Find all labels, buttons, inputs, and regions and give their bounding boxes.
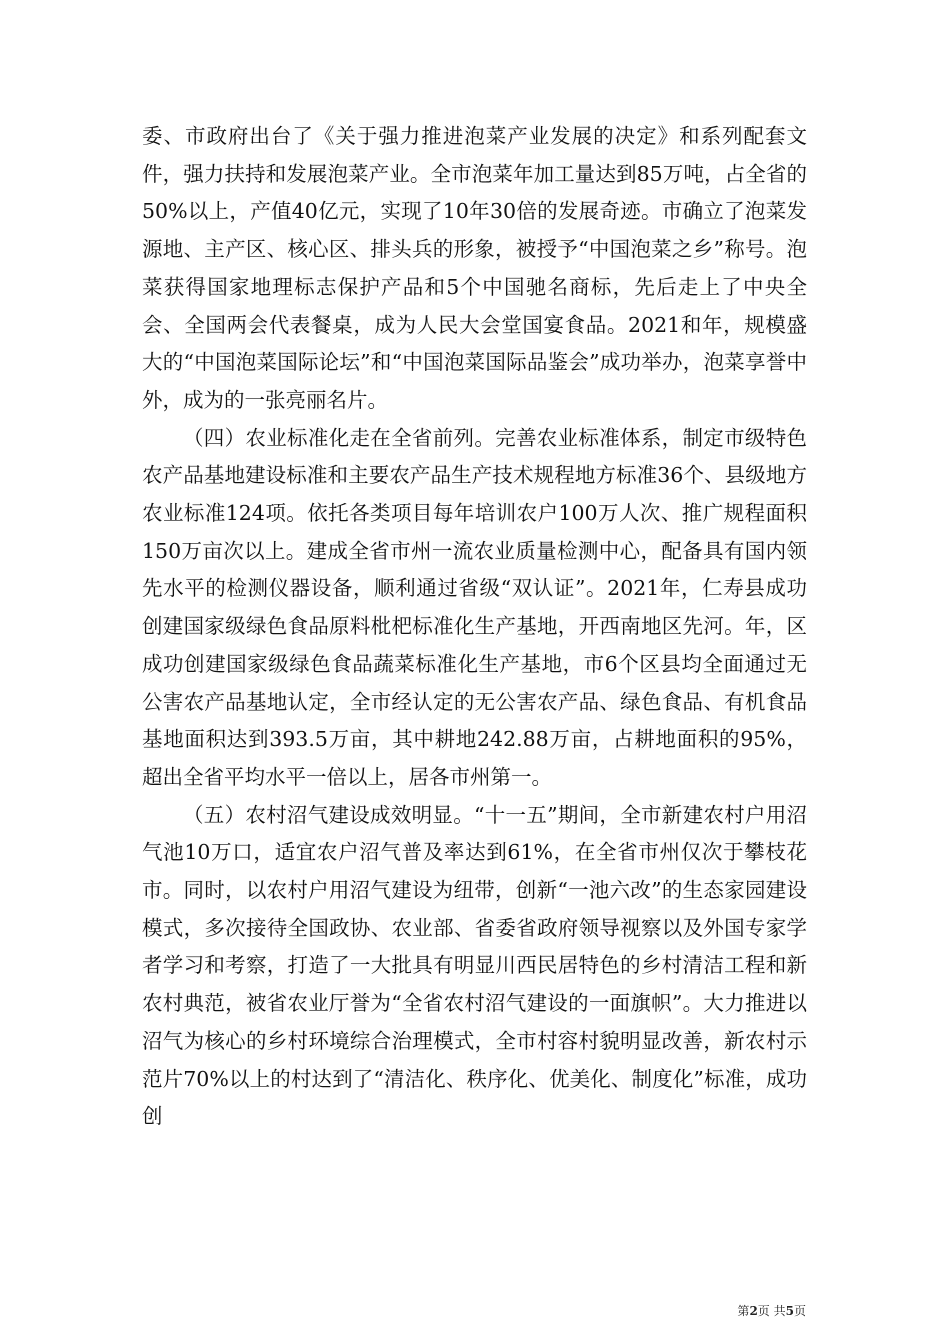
page-footer xyxy=(737,1302,806,1319)
total-page-number: 5 xyxy=(785,1304,794,1318)
paragraph-section-5: （五）农村沼气建设成效明显。“十一五”期间，全市新建农村户用沼气池10万口，适宜农户沼气普及率达到61%，在全省市州仅次于攀枝花市。同时，以农村户用沼气建设为纽带，创新“一池六改”的生态家园建设模式，多次接待全国政协、农业部、省委省政府领导视察以及外国专家学者学习和考察，打造了一大批具有明显川西民居特色的乡村清洁工程和新农村典范，被省农业厅誉为“全省农村沼气建设的一面旗帜”。大力推进以沼气为核心的乡村环境综合治理模式，全市村容村貌明显改善，新农村示范片70%以上的村达到了“清洁化、秩序化、优美化、制度化”标准，成功创 xyxy=(142,802,807,1129)
footer-middle: 页 共 xyxy=(757,1304,786,1318)
paragraph-continuation: 委、市政府出台了《关于强力推进泡菜产业发展的决定》和系列配套文件，强力扶持和发展泡菜产业。全市泡菜年加工量达到85万吨，占全省的50%以上，产值40亿元，实现了10年30倍的发展奇迹。市确立了泡菜发源地、主产区、核心区、排头兵的形象，被授予“中国泡菜之乡”称号。泡菜获得国家地理标志保护产品和5个中国驰名商标，先后走上了中央全会、全国两会代表餐桌，成为人民大会堂国宴食品。2021和年，规模盛大的“中国泡菜国际论坛”和“中国泡菜国际品鉴会”成功举办，泡菜享誉中外，成为的一张亮丽名片。 xyxy=(142,124,807,412)
body-text xyxy=(142,118,807,1136)
footer-prefix: 第 xyxy=(737,1304,750,1318)
current-page-number: 2 xyxy=(749,1304,758,1318)
paragraph-section-4: （四）农业标准化走在全省前列。完善农业标准体系，制定市级特色农产品基地建设标准和主要农产品生产技术规程地方标准36个、县级地方农业标准124项。依托各类项目每年培训农户100万人次、推广规程面积150万亩次以上。建成全省市州一流农业质量检测中心，配备具有国内领先水平的检测仪器设备，顺利通过省级“双认证”。2021年，仁寿县成功创建国家级绿色食品原料枇杷标准化生产基地，开西南地区先河。年，区成功创建国家级绿色食品蔬菜标准化生产基地，市6个区县均全面通过无公害农产品基地认定，全市经认定的无公害农产品、绿色食品、有机食品基地面积达到393.5万亩，其中耕地242.88万亩，占耕地面积的95%，超出全省平均水平一倍以上，居各市州第一。 xyxy=(142,425,807,789)
footer-suffix: 页 xyxy=(793,1304,806,1318)
